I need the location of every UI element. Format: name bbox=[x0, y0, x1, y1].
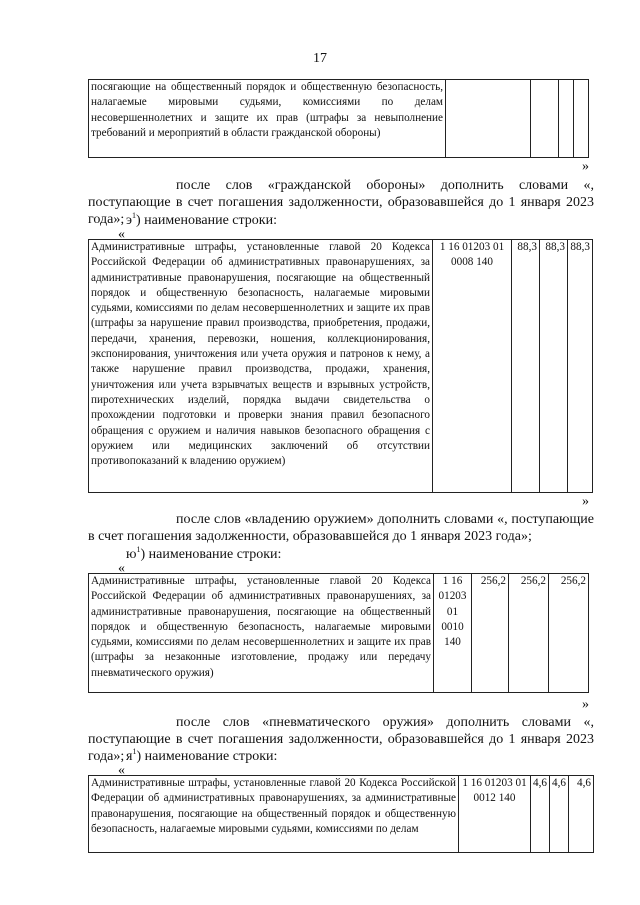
closing-quote: » bbox=[582, 159, 589, 174]
row-description: Административные штрафы, установленные главой 20 Кодекса Российской Федерации об административных правонарушениях, за административные правонарушения, посягающие на общественный порядок и общественную безопасность, налагаемые мировыми судьями, комиссиями по делам несовершеннолетних и защите их прав (штрафы за нарушение правил производства, приобретения, продажи, передачи, хранения, перевозки, ношения, коллекционирования, экспонирования, уничтожения или учета оружия и патронов к нему, а также нарушение правил производства, продажи, хранения, уничтожения или учета взрывчатых веществ и взрывных устройств, пиротехнических изделий, порядка выдачи свидетельства о прохождении подготовки и проверки знания правил безопасного обращения с оружием и наличия навыков безопасного обращения с оружием или медицинских заключений об отсутствии противопоказаний к владению оружием) bbox=[89, 240, 433, 493]
table-row bbox=[89, 574, 589, 693]
subitem-superscript: 1 bbox=[132, 211, 137, 220]
row-value-1: 4,6 bbox=[531, 776, 550, 853]
budget-table bbox=[88, 573, 589, 693]
subitem-superscript: 1 bbox=[136, 545, 141, 554]
row-value-3: 256,2 bbox=[549, 574, 589, 693]
amendment-paragraph: после слов «пневматического оружия» дополнить словами «, поступающие в счет погашения задолженности, образовавшейся до 1 января 2023 года»; bbox=[88, 715, 594, 764]
row-code bbox=[446, 80, 531, 158]
row-value-1 bbox=[531, 80, 559, 158]
row-description: Административные штрафы, установленные главой 20 Кодекса Российской Федерации об административных правонарушениях, за административные правонарушения, посягающие на общественный порядок и общественную безопасность, налагаемые мировыми судьями, комиссиями по делам bbox=[89, 776, 459, 853]
budget-table bbox=[88, 775, 594, 853]
page-number: 17 bbox=[313, 51, 327, 66]
row-value-2 bbox=[559, 80, 574, 158]
opening-quote: « bbox=[118, 763, 125, 778]
subitem-text: ) наименование строки: bbox=[140, 547, 282, 562]
subitem-text: ) наименование строки: bbox=[136, 213, 277, 228]
closing-quote: » bbox=[582, 697, 589, 712]
amendment-paragraph: после слов «владению оружием» дополнить словами «, поступающие в счет погашения задолженности, образовавшейся до 1 января 2023 года»; bbox=[88, 512, 594, 544]
subitem-letter: я bbox=[126, 749, 133, 764]
table-row bbox=[89, 776, 594, 853]
row-value-2: 256,2 bbox=[509, 574, 549, 693]
opening-quote: « bbox=[118, 561, 125, 576]
subitem-letter: э bbox=[126, 213, 133, 228]
opening-quote: « bbox=[118, 227, 125, 242]
subitem-letter: ю bbox=[126, 547, 137, 562]
subitem-text: ) наименование строки: bbox=[136, 749, 278, 764]
row-description: посягающие на общественный порядок и общественную безопасность, налагаемые мировыми судьями, комиссиями по делам несовершеннолетних и защите их прав (штрафы за невыполнение требований и мероприятий в области гражданской обороны) bbox=[89, 80, 446, 158]
table-row bbox=[89, 240, 593, 493]
table-row bbox=[89, 80, 589, 158]
row-value-2: 4,6 bbox=[550, 776, 569, 853]
closing-quote: » bbox=[582, 494, 589, 509]
subitem-heading bbox=[126, 748, 277, 765]
subitem-heading bbox=[126, 212, 277, 229]
subitem-superscript: 1 bbox=[132, 747, 137, 756]
row-value-3: 4,6 bbox=[569, 776, 594, 853]
row-value-2: 88,3 bbox=[540, 240, 568, 493]
budget-table bbox=[88, 239, 593, 493]
row-value-1: 256,2 bbox=[472, 574, 509, 693]
row-description: Административные штрафы, установленные главой 20 Кодекса Российской Федерации об административных правонарушениях, за административные правонарушения, посягающие на общественный порядок и общественную безопасность, налагаемые мировыми судьями, комиссиями по делам несовершеннолетних и защите их прав (штрафы за незаконные изготовление, продажу или передачу пневматического оружия) bbox=[89, 574, 434, 693]
row-value-3: 88,3 bbox=[568, 240, 593, 493]
row-code: 1 16 01203 01 0008 140 bbox=[433, 240, 512, 493]
row-value-3 bbox=[574, 80, 589, 158]
row-value-1: 88,3 bbox=[512, 240, 540, 493]
row-code: 1 16 01203 01 0010 140 bbox=[434, 574, 472, 693]
subitem-heading bbox=[126, 546, 281, 563]
row-code: 1 16 01203 01 0012 140 bbox=[459, 776, 531, 853]
budget-table-continuation bbox=[88, 79, 589, 158]
amendment-paragraph: после слов «гражданской обороны» дополнить словами «, поступающие в счет погашения задолженности, образовавшейся до 1 января 2023 года»; bbox=[88, 178, 594, 227]
